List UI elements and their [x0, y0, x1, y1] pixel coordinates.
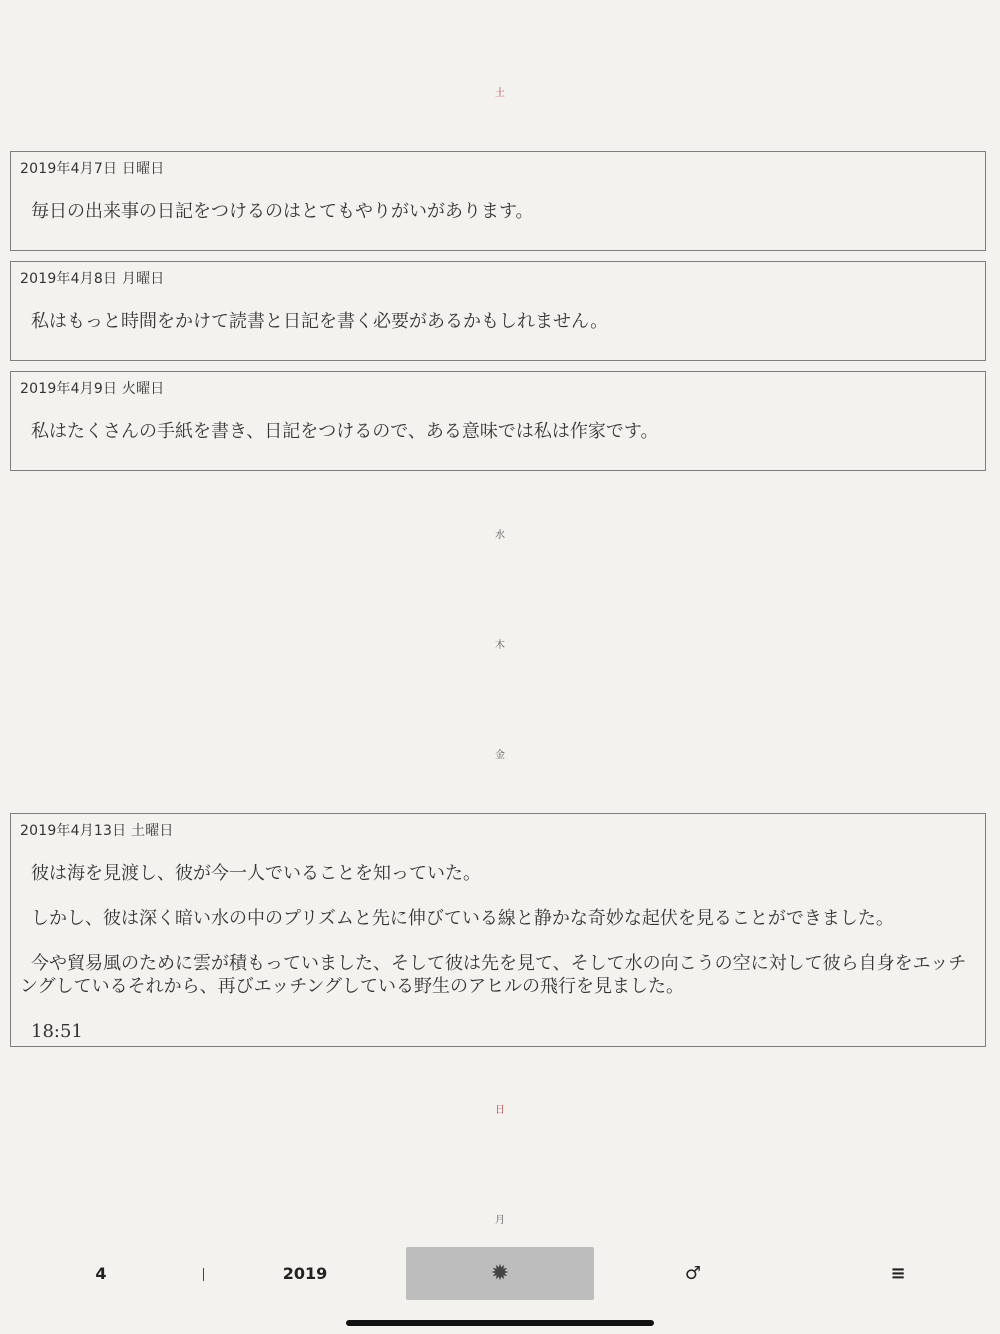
entry-paragraph: 私はもっと時間をかけて読書と日記を書く必要があるかもしれません。 [31, 311, 609, 332]
entry-paragraph: 毎日の出来事の日記をつけるのはとてもやりがいがあります。 [31, 201, 534, 222]
day-marker-thursday: 木 [495, 640, 505, 651]
entry-body [20, 310, 977, 333]
diary-entry[interactable] [10, 813, 986, 1047]
diary-entry[interactable] [10, 261, 986, 361]
entry-paragraph: 私はたくさんの手紙を書き、日記をつけるので、ある意味では私は作家です。 [31, 421, 659, 442]
day-marker-wednesday: 水 [495, 530, 505, 541]
menu-icon[interactable]: ≡ [890, 1263, 906, 1284]
entry-paragraph: しかし、彼は深く暗い水の中のプリズムと先に伸びている線と静かな奇妙な起伏を見ることができました。 [31, 908, 894, 929]
entry-date: 2019年4月13日 土曜日 [20, 823, 174, 839]
entry-body [20, 420, 977, 443]
sun-burst-icon: ✹ [490, 1261, 510, 1286]
toolbar-divider [203, 1268, 204, 1281]
entry-body [20, 862, 977, 1043]
entry-date: 2019年4月9日 火曜日 [20, 381, 165, 397]
day-marker-friday: 金 [495, 750, 505, 761]
diary-entry[interactable] [10, 151, 986, 251]
day-marker-saturday: 土 [495, 88, 505, 99]
bottom-toolbar [0, 1246, 1000, 1302]
entry-date: 2019年4月8日 月曜日 [20, 271, 165, 287]
entry-body [20, 200, 977, 223]
entry-paragraph: 今や貿易風のために雲が積もっていました、そして彼は先を見て、そして水の向こうの空に対して彼ら自身をエッチングしているそれから、再びエッチングしている野生のアヒルの飛行を見ました。 [20, 953, 967, 997]
mars-icon[interactable]: ♂ [684, 1263, 702, 1284]
entry-date: 2019年4月7日 日曜日 [20, 161, 165, 177]
month-button[interactable]: 4 [95, 1264, 107, 1283]
entry-paragraph: 彼は海を見渡し、彼が今一人でいることを知っていた。 [31, 863, 481, 884]
year-button[interactable]: 2019 [282, 1264, 328, 1283]
day-marker-sunday: 日 [495, 1105, 505, 1116]
entry-time: 18:51 [31, 1021, 83, 1042]
today-button[interactable] [406, 1247, 594, 1300]
home-indicator [346, 1320, 654, 1326]
diary-entry[interactable] [10, 371, 986, 471]
day-marker-monday: 月 [495, 1215, 505, 1226]
